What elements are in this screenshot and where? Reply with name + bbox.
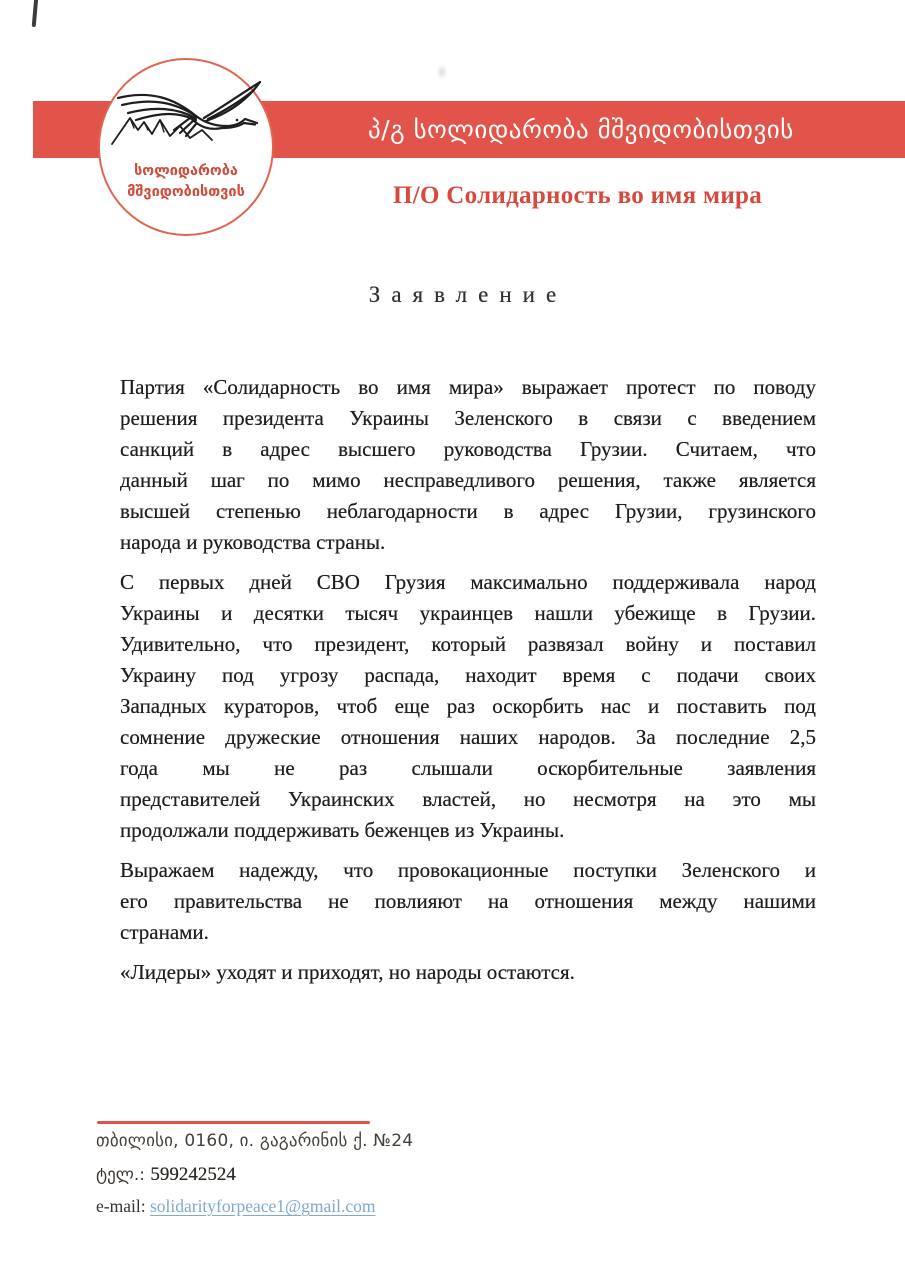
text-line: его правительства не повлияют на отношения между нашими <box>120 889 816 913</box>
text-line: С первых дней СВО Грузия максимально поддерживала народ <box>120 570 816 594</box>
footer-phone-label: ტელ.: <box>96 1165 145 1185</box>
text-line: санкций в адрес высшего руководства Грузии. Считаем, что <box>120 437 816 461</box>
text-line: решения президента Украины Зеленского в связи с введением <box>120 406 816 430</box>
text-line: Украины и десятки тысяч украинцев нашли убежище в Грузии. <box>120 601 816 625</box>
text-line: народа и руководства страны. <box>120 530 386 554</box>
text-line: Украину под угрозу распада, находит время с подачи своих <box>120 663 816 687</box>
org-name-russian: П/О Солидарность во имя мира <box>392 182 763 209</box>
text-line: высшей степенью неблагодарности в адрес Грузии, грузинского <box>120 499 816 523</box>
paragraph <box>120 372 816 558</box>
text-line: года мы не раз слышали оскорбительные заявления <box>120 756 816 780</box>
org-logo <box>98 58 274 236</box>
footer-divider <box>97 1121 370 1124</box>
paragraph <box>120 567 816 846</box>
text-line: Партия «Солидарность во имя мира» выражает протест по поводу <box>120 375 816 399</box>
text-line: Удивительно, что президент, который развязал войну и поставил <box>120 632 816 656</box>
text-line: продолжали поддерживать беженцев из Украины. <box>120 818 565 842</box>
logo-text-line1: სოლიდარობა <box>134 163 238 179</box>
logo-text-line2: მშვიდობისთვის <box>127 184 245 200</box>
text-line: представителей Украинских властей, но несмотря на это мы <box>120 787 816 811</box>
document-title: Заявление <box>368 282 568 307</box>
text-line: сомнение дружеские отношения наших народов. За последние 2,5 <box>120 725 816 749</box>
scan-smudge <box>436 64 448 80</box>
text-line: данный шаг по мимо несправедливого решения, также является <box>120 468 816 492</box>
text-line: «Лидеры» уходят и приходят, но народы остаются. <box>120 960 575 984</box>
footer-email-label: e-mail: <box>96 1196 146 1216</box>
org-name-georgian: პ/გ სოლიდარობა მშვიდობისთვის <box>368 114 794 144</box>
text-line: Западных кураторов, чтоб еще раз оскорбить нас и поставить под <box>120 694 816 718</box>
text-line: странами. <box>120 920 209 944</box>
footer-address: თბილისი, 0160, ი. გაგარინის ქ. №24 <box>96 1131 414 1151</box>
footer-email-link[interactable]: solidarityforpeace1@gmail.com <box>149 1196 376 1216</box>
document-body <box>120 372 816 997</box>
bird-over-mountains-icon <box>108 74 268 170</box>
footer-email-row <box>96 1196 376 1217</box>
paragraph <box>120 855 816 948</box>
text-line: Выражаем надежду, что провокационные поступки Зеленского и <box>120 858 816 882</box>
paragraph <box>120 957 816 988</box>
footer-phone-number: 599242524 <box>150 1164 236 1185</box>
scan-artifact <box>32 0 39 27</box>
footer-phone <box>96 1164 236 1186</box>
